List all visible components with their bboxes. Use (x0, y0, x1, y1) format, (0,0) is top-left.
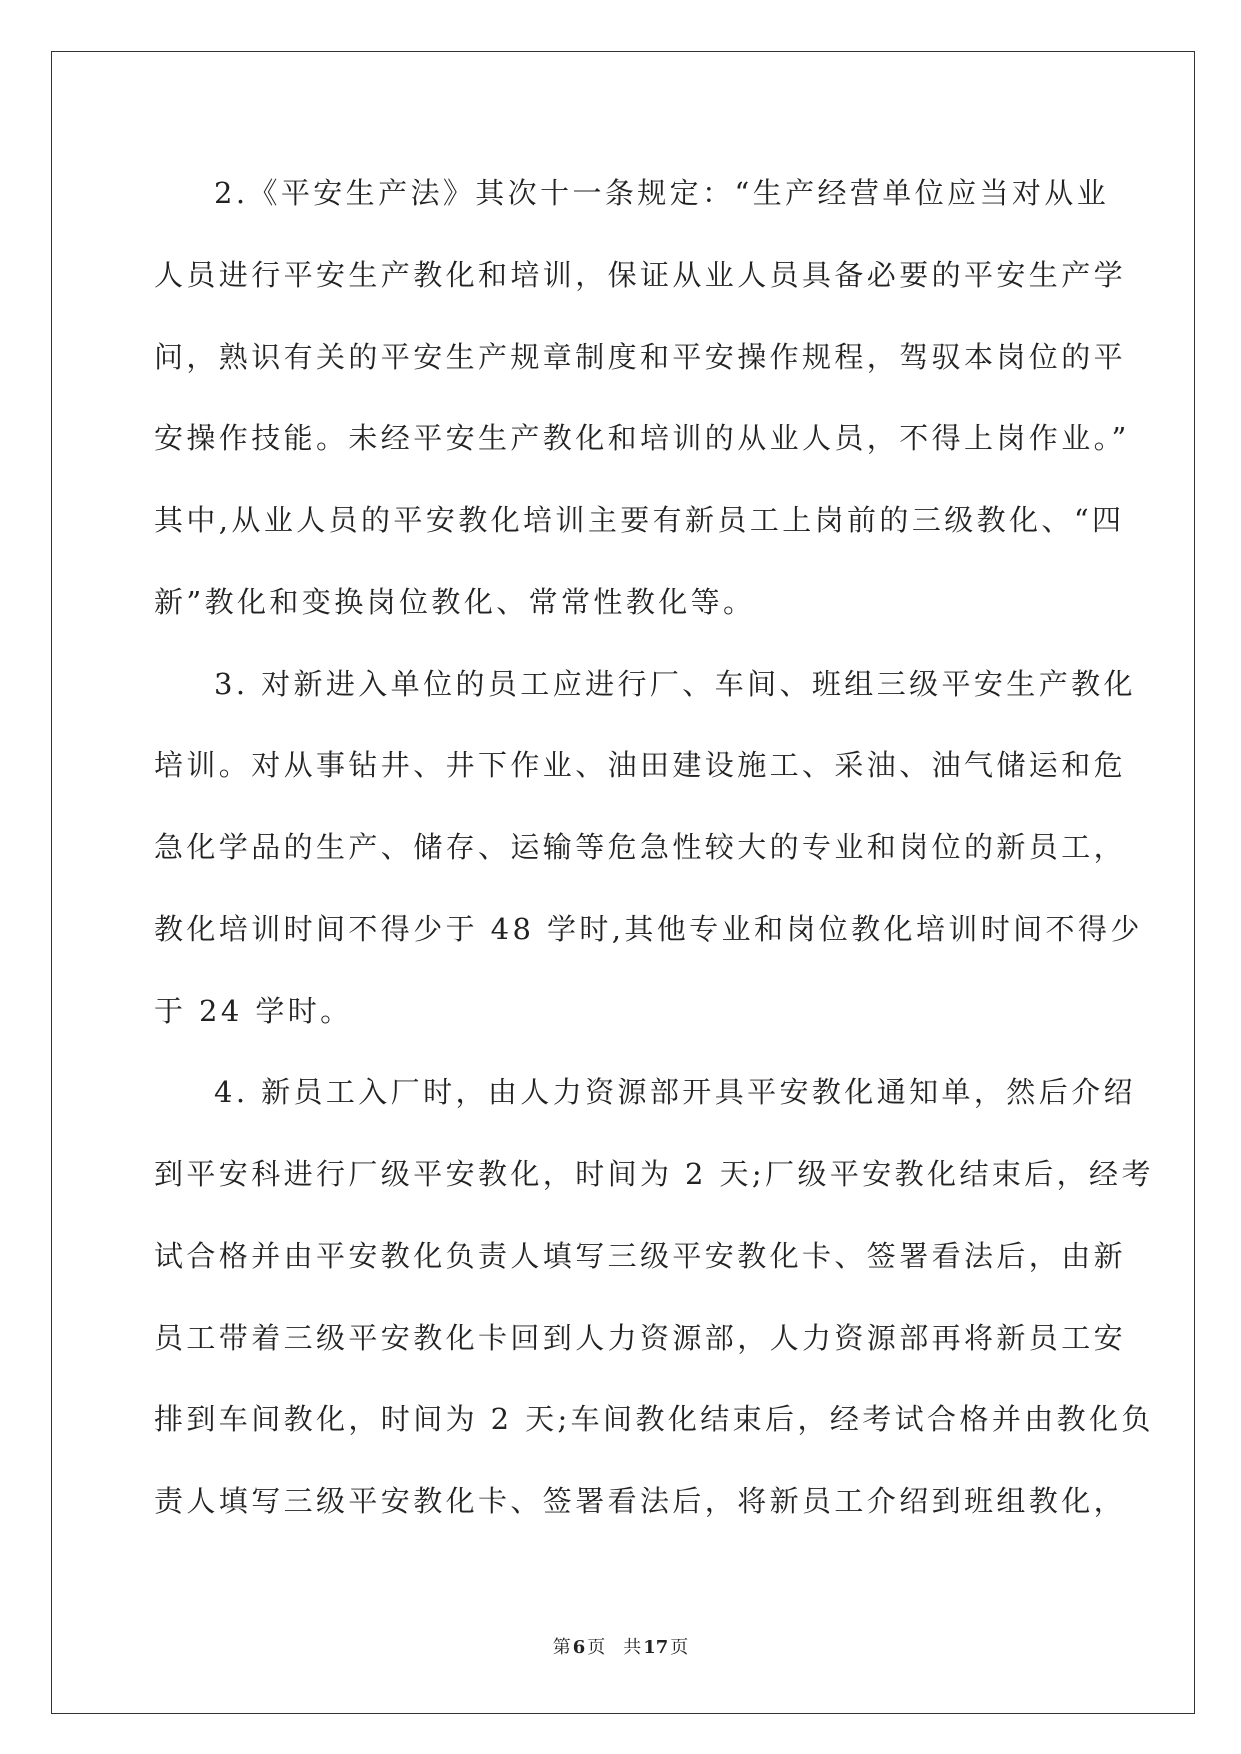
paragraph-line: 急化学品的生产、储存、运输等危急性较大的专业和岗位的新员工， (154, 830, 1127, 864)
paragraph-line: 责人填写三级平安教化卡、签署看法后，将新员工介绍到班组教化， (154, 1484, 1127, 1518)
paragraph-line: 安操作技能。未经平安生产教化和培训的从业人员，不得上岗作业。” (154, 421, 1130, 456)
paragraph-line: 于 24 学时。 (154, 993, 353, 1028)
paragraph-line: 人员进行平安生产教化和培训，保证从业人员具备必要的平安生产学 (154, 257, 1127, 292)
paragraph-line: 试合格并由平安教化负责人填写三级平安教化卡、签署看法后，由新 (154, 1238, 1127, 1273)
paragraph-line: 3. 对新进入单位的员工应进行厂、车间、班组三级平安生产教化 (214, 666, 1136, 701)
document-body (154, 153, 1154, 1543)
total-pages-suffix: 页 (670, 1637, 689, 1658)
paragraph-item-2 (154, 153, 1130, 644)
paragraph-item-4 (154, 1052, 1154, 1543)
paragraph-item-3 (154, 644, 1143, 1053)
total-pages-number: 17 (643, 1637, 669, 1658)
paragraph-line: 培训。对从事钻井、井下作业、油田建设施工、采油、油气储运和危 (154, 748, 1127, 783)
total-pages-prefix: 共 (623, 1637, 642, 1658)
page-footer (0, 1634, 1241, 1662)
paragraph-line: 问，熟识有关的平安生产规章制度和平安操作规程，驾驭本岗位的平 (154, 339, 1127, 374)
paragraph-line: 4. 新员工入厂时，由人力资源部开具平安教化通知单，然后介绍 (214, 1075, 1136, 1110)
paragraph-line: 新”教化和变换岗位教化、常常性教化等。 (154, 584, 756, 619)
page-number-prefix: 第 (552, 1637, 571, 1658)
paragraph-line: 员工带着三级平安教化卡回到人力资源部，人力资源部再将新员工安 (154, 1320, 1127, 1355)
paragraph-line: 教化培训时间不得少于 48 学时,其他专业和岗位教化培训时间不得少 (154, 911, 1143, 946)
paragraph-line: 其中,从业人员的平安教化培训主要有新员工上岗前的三级教化、“四 (154, 503, 1125, 537)
paragraph-line: 排到车间教化，时间为 2 天;车间教化结束后，经考试合格并由教化负 (154, 1402, 1154, 1437)
page-number-suffix: 页 (587, 1637, 606, 1658)
paragraph-line: 到平安科进行厂级平安教化，时间为 2 天;厂级平安教化结束后，经考 (154, 1157, 1154, 1191)
paragraph-line: 2.《平安生产法》其次十一条规定：“生产经营单位应当对从业 (214, 176, 1110, 210)
current-page-number: 6 (572, 1637, 586, 1658)
